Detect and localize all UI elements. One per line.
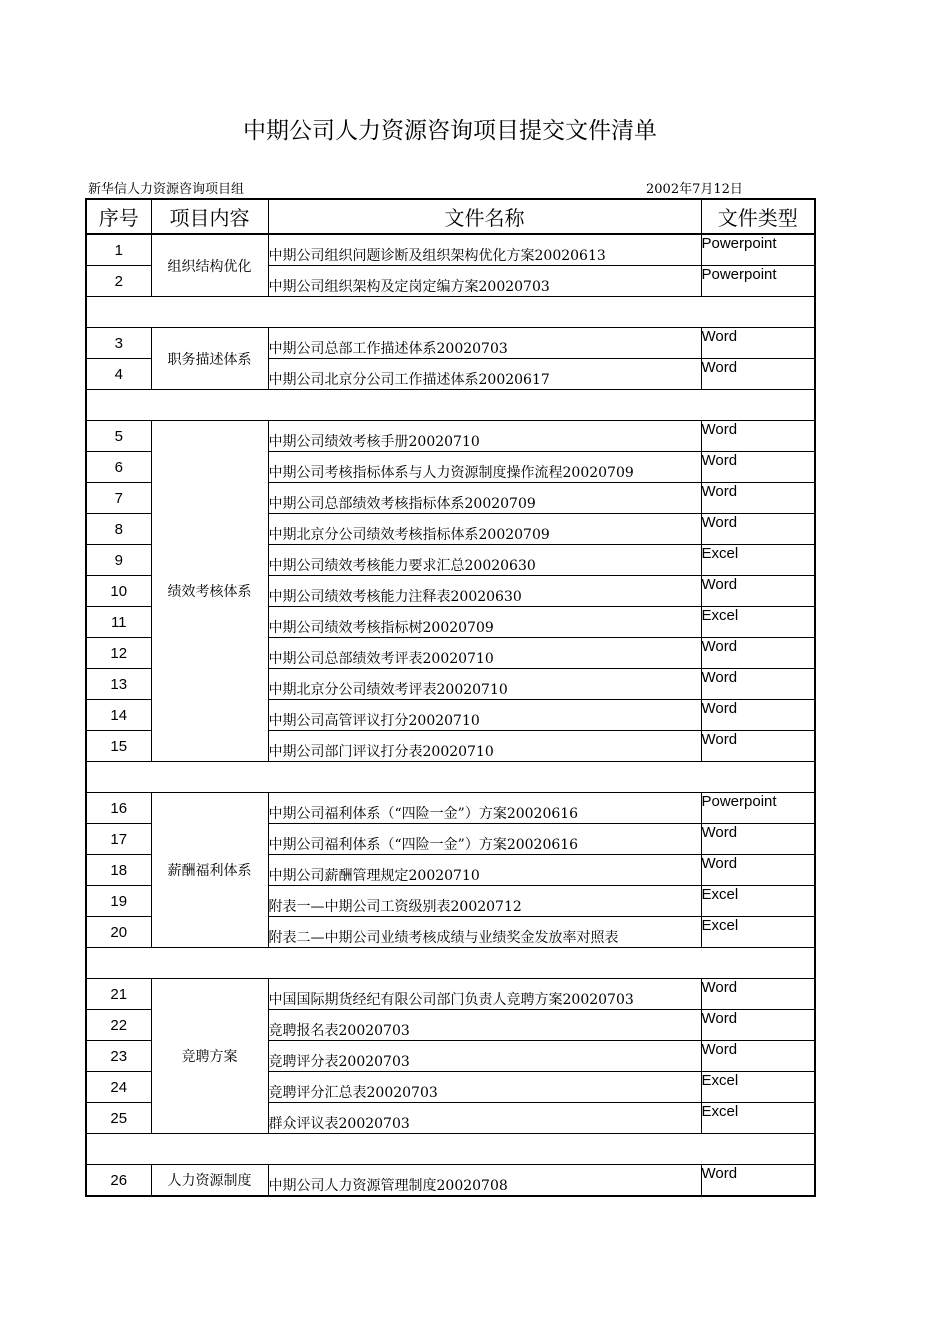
file-type: Powerpoint <box>701 793 815 824</box>
row-num: 14 <box>86 700 151 731</box>
row-num: 11 <box>86 607 151 638</box>
file-type: Word <box>701 483 815 514</box>
file-type: Excel <box>701 545 815 576</box>
file-name: 中期公司部门评议打分表20020710 <box>268 731 701 762</box>
header-name: 文件名称 <box>268 199 701 234</box>
file-type: Word <box>701 669 815 700</box>
spacer-row <box>86 390 815 421</box>
file-type: Word <box>701 514 815 545</box>
file-name: 中期公司人力资源管理制度20020708 <box>268 1165 701 1197</box>
row-num: 18 <box>86 855 151 886</box>
file-name: 中期公司绩效考核手册20020710 <box>268 421 701 452</box>
file-type: Excel <box>701 1103 815 1134</box>
date-label: 2002年7月12日 <box>646 182 743 197</box>
file-type: Excel <box>701 1072 815 1103</box>
file-name: 中期公司高管评议打分20020710 <box>268 700 701 731</box>
file-type: Word <box>701 700 815 731</box>
row-num: 7 <box>86 483 151 514</box>
file-type: Word <box>701 576 815 607</box>
file-name: 中期公司福利体系（“四险一金”）方案20020616 <box>268 793 701 824</box>
file-type: Word <box>701 452 815 483</box>
file-type: Word <box>701 359 815 390</box>
row-num: 4 <box>86 359 151 390</box>
spacer-row <box>86 948 815 979</box>
file-name: 中期公司福利体系（“四险一金”）方案20020616 <box>268 824 701 855</box>
table-row <box>86 234 815 266</box>
row-num: 13 <box>86 669 151 700</box>
file-type: Powerpoint <box>701 266 815 297</box>
file-list-table <box>85 198 816 1197</box>
spacer-row <box>86 1134 815 1165</box>
file-type: Word <box>701 731 815 762</box>
file-name: 中期公司组织问题诊断及组织架构优化方案20020613 <box>268 234 701 266</box>
table-row <box>86 421 815 452</box>
file-name: 竞聘评分表20020703 <box>268 1041 701 1072</box>
row-num: 22 <box>86 1010 151 1041</box>
row-num: 5 <box>86 421 151 452</box>
file-name: 附表一—中期公司工资级别表20020712 <box>268 886 701 917</box>
file-type: Word <box>701 979 815 1010</box>
file-name: 中期公司组织架构及定岗定编方案20020703 <box>268 266 701 297</box>
header-category: 项目内容 <box>151 199 268 234</box>
table-row <box>86 1165 815 1197</box>
row-num: 24 <box>86 1072 151 1103</box>
file-type: Word <box>701 421 815 452</box>
file-type: Word <box>701 1010 815 1041</box>
file-name: 竞聘报名表20020703 <box>268 1010 701 1041</box>
table-header-row <box>86 199 815 234</box>
file-name: 群众评议表20020703 <box>268 1103 701 1134</box>
file-type: Excel <box>701 607 815 638</box>
row-num: 21 <box>86 979 151 1010</box>
category-cell: 人力资源制度 <box>151 1165 268 1197</box>
file-name: 中期公司绩效考核能力注释表20020630 <box>268 576 701 607</box>
spacer-row <box>86 762 815 793</box>
row-num: 16 <box>86 793 151 824</box>
file-name: 附表二—中期公司业绩考核成绩与业绩奖金发放率对照表 <box>268 917 701 948</box>
row-num: 20 <box>86 917 151 948</box>
file-type: Word <box>701 328 815 359</box>
row-num: 12 <box>86 638 151 669</box>
row-num: 25 <box>86 1103 151 1134</box>
file-name: 中期公司绩效考核指标树20020709 <box>268 607 701 638</box>
file-name: 中期公司总部工作描述体系20020703 <box>268 328 701 359</box>
file-type: Word <box>701 1165 815 1197</box>
file-name: 中国国际期货经纪有限公司部门负责人竞聘方案20020703 <box>268 979 701 1010</box>
file-name: 中期公司总部绩效考评表20020710 <box>268 638 701 669</box>
table-row <box>86 979 815 1010</box>
page-title: 中期公司人力资源咨询项目提交文件清单 <box>243 118 657 144</box>
header-type: 文件类型 <box>701 199 815 234</box>
file-type: Word <box>701 638 815 669</box>
file-name: 中期公司绩效考核能力要求汇总20020630 <box>268 545 701 576</box>
row-num: 9 <box>86 545 151 576</box>
row-num: 6 <box>86 452 151 483</box>
file-name: 中期公司总部绩效考核指标体系20020709 <box>268 483 701 514</box>
category-cell: 绩效考核体系 <box>151 421 268 762</box>
org-label: 新华信人力资源咨询项目组 <box>88 182 245 197</box>
file-name: 中期北京分公司绩效考评表20020710 <box>268 669 701 700</box>
file-type: Word <box>701 855 815 886</box>
file-type: Excel <box>701 886 815 917</box>
row-num: 2 <box>86 266 151 297</box>
file-name: 中期公司北京分公司工作描述体系20020617 <box>268 359 701 390</box>
file-name: 竞聘评分汇总表20020703 <box>268 1072 701 1103</box>
table-row <box>86 793 815 824</box>
file-type: Word <box>701 824 815 855</box>
category-cell: 组织结构优化 <box>151 234 268 297</box>
file-type: Powerpoint <box>701 234 815 266</box>
spacer-row <box>86 297 815 328</box>
row-num: 3 <box>86 328 151 359</box>
file-type: Excel <box>701 917 815 948</box>
row-num: 26 <box>86 1165 151 1197</box>
row-num: 10 <box>86 576 151 607</box>
category-cell: 职务描述体系 <box>151 328 268 390</box>
file-name: 中期公司考核指标体系与人力资源制度操作流程20020709 <box>268 452 701 483</box>
table-row <box>86 328 815 359</box>
category-cell: 竞聘方案 <box>151 979 268 1134</box>
file-name: 中期北京分公司绩效考核指标体系20020709 <box>268 514 701 545</box>
row-num: 8 <box>86 514 151 545</box>
row-num: 15 <box>86 731 151 762</box>
row-num: 17 <box>86 824 151 855</box>
file-name: 中期公司薪酬管理规定20020710 <box>268 855 701 886</box>
row-num: 23 <box>86 1041 151 1072</box>
header-num: 序号 <box>86 199 151 234</box>
row-num: 1 <box>86 234 151 266</box>
row-num: 19 <box>86 886 151 917</box>
category-cell: 薪酬福利体系 <box>151 793 268 948</box>
file-type: Word <box>701 1041 815 1072</box>
